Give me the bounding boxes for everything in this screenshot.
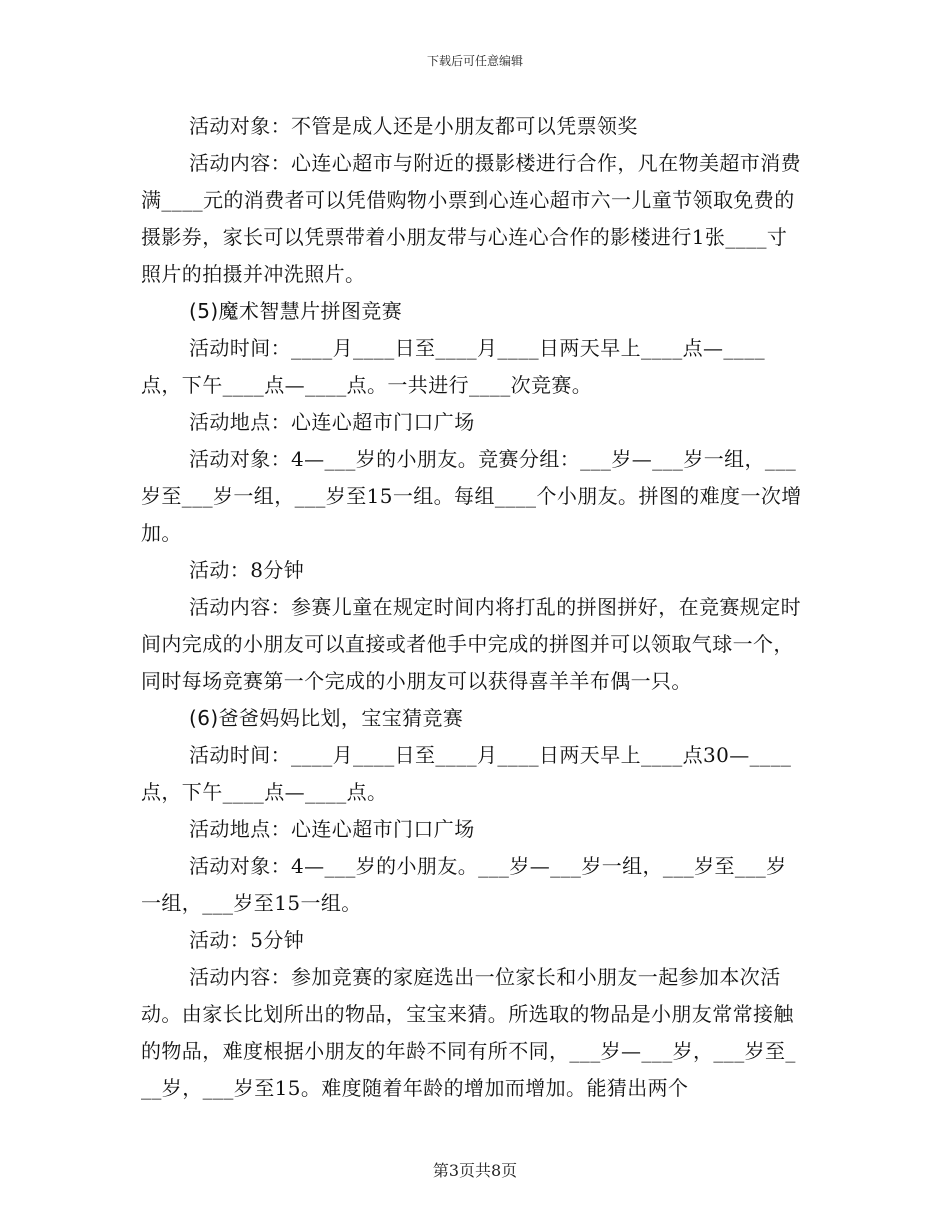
paragraph: 活动时间：____月____日至____月____日两天早上____点30—____点，下午____点—____点。: [141, 743, 792, 804]
page-footer: 第3页共8页: [432, 1161, 518, 1180]
paragraph: 活动对象：4—___岁的小朋友。___岁—___岁一组，___岁至___岁一组，___岁至15一组。: [141, 854, 787, 915]
section-heading: (5)魔术智慧片拼图竞赛: [189, 299, 403, 323]
paragraph: 活动内容：参加竞赛的家庭选出一位家长和小朋友一起参加本次活动。由家长比划所出的物品，宝宝来猜。所选取的物品是小朋友常常接触的物品，难度根据小朋友的年龄不同有所不同，___岁—___岁，___岁至___岁，___岁至15。难度随着年龄的增加而增加。能猜出两个: [141, 965, 796, 1100]
paragraph: 活动地点：心连心超市门口广场: [189, 410, 475, 434]
document-body: [141, 108, 803, 1107]
paragraph: 活动内容：参赛儿童在规定时间内将打乱的拼图拼好，在竞赛规定时间内完成的小朋友可以直接或者他手中完成的拼图并可以领取气球一个，同时每场竞赛第一个完成的小朋友可以获得喜羊羊布偶一只。: [141, 595, 801, 693]
paragraph: 活动地点：心连心超市门口广场: [189, 817, 475, 841]
paragraph: 活动对象：4—___岁的小朋友。竞赛分组：___岁—___岁一组，___岁至___岁一组，___岁至15一组。每组____个小朋友。拼图的难度一次增加。: [141, 447, 802, 545]
paragraph: 活动时间：____月____日至____月____日两天早上____点—____点，下午____点—____点。一共进行____次竞赛。: [141, 336, 765, 397]
paragraph: 活动：8分钟: [189, 558, 305, 582]
section-heading: (6)爸爸妈妈比划，宝宝猜竞赛: [189, 706, 464, 730]
paragraph: 活动内容：心连心超市与附近的摄影楼进行合作，凡在物美超市消费满____元的消费者可以凭借购物小票到心连心超市六一儿童节领取免费的摄影券，家长可以凭票带着小朋友带与心连心合作的影楼进行1张____寸照片的拍摄并冲洗照片。: [141, 151, 801, 286]
page-header: 下载后可任意编辑: [426, 54, 523, 68]
paragraph: 活动：5分钟: [189, 928, 305, 952]
paragraph: 活动对象：不管是成人还是小朋友都可以凭票领奖: [189, 114, 638, 138]
